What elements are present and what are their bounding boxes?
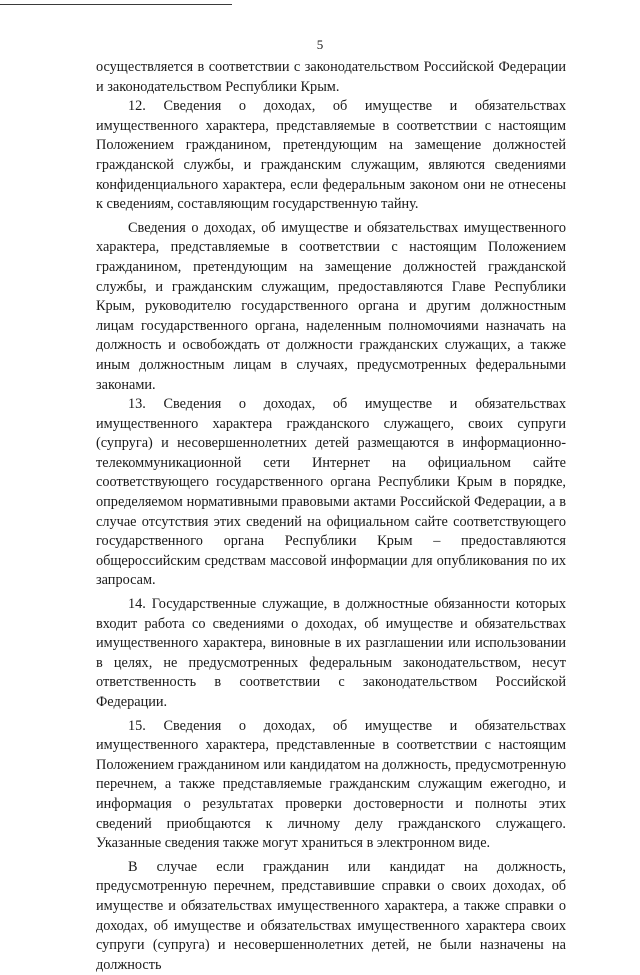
header-rule xyxy=(0,4,232,5)
paragraph-12: 12. Сведения о доходах, об имуществе и обязательствах имущественного характера, представляемые в соответствии с настоящим Положением гражданином, претендующим на замещение должностей гражданской службы, и гражданским служащим, являются сведениями конфиденциального характера, если федеральным законом они не отнесены к сведениям, составляющим государственную тайну. xyxy=(96,98,566,213)
paragraph-15-case: В случае если гражданин или кандидат на должность, предусмотренную перечнем, представившие справки о своих доходах, об имуществе и обязательствах имущественного характера, а также справки о доходах, об имуществе и обязательствах имущественного характера своих супруги (супруга) и несовершеннолетних детей, не были назначены на должность xyxy=(96,858,566,973)
page-number: 5 xyxy=(316,37,324,52)
paragraph-12-disclosure: Сведения о доходах, об имуществе и обязательствах имущественного характера, представляемые в соответствии с настоящим Положением гражданином, претендующим на замещение должностей гражданской службы, и гражданским служащим, предоставляются Главе Республики Крым, руководителю государственного органа и другим должностным лицам государственного органа, наделенным полномочиями назначать на должность и освобождать от должности гражданских служащих, а также иным должностным лицам в случаях, предусмотренных федеральными законами. xyxy=(96,219,566,393)
paragraph-15: 15. Сведения о доходах, об имуществе и обязательствах имущественного характера, представленные в соответствии с настоящим Положением гражданином или кандидатом на должность, предусмотренную перечнем, а также представляемые гражданским служащим ежегодно, и информация о результатах проверки достоверности и полноты этих сведений приобщаются к личному делу гражданского служащего. Указанные сведения также могут храниться в электронном виде. xyxy=(96,717,566,852)
paragraph-13: 13. Сведения о доходах, об имуществе и обязательствах имущественного характера гражданского служащего, своих супруги (супруга) и несовершеннолетних детей размещаются в информационно-телекоммуникационной сети Интернет на официальном сайте соответствующего государственного органа Республики Крым в порядке, определяемом нормативными правовыми актами Российской Федерации, а в случае отсутствия этих сведений на официальном сайте соответствующего государственного органа Республики Крым – предоставляются общероссийским средствам массовой информации для опубликования по их запросам. xyxy=(96,396,566,589)
document-body xyxy=(96,58,566,975)
paragraph-14: 14. Государственные служащие, в должностные обязанности которых входит работа со сведениями о доходах, об имуществе и обязательствах имущественного характера, виновные в их разглашении или использовании в целях, не предусмотренных федеральным законодательством, несут ответственность в соответствии с законодательством Российской Федерации. xyxy=(96,596,566,710)
paragraph-continuation: осуществляется в соответствии с законодательством Российской Федерации и законодательством Республики Крым. xyxy=(96,59,566,95)
